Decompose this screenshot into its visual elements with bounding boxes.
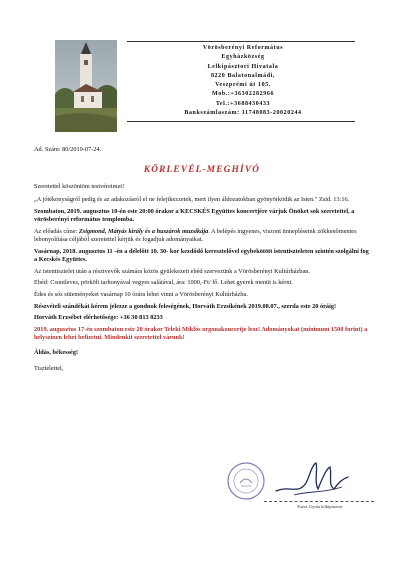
letterhead-line: Bankszámlaszám: 11748083-20020244 [184, 110, 302, 117]
letterhead-line: 8220 Balatonalmádi, [210, 72, 276, 79]
letter-title: KÖRLEVÉL-MEGHÍVÓ [143, 165, 261, 176]
church-photo [55, 40, 117, 132]
letter-body [34, 146, 370, 376]
lunch-menu: Ebéd: Csontleves, pörkölt tarhonyával vegyes salátával, ára: 1000,-Ft/ fő. Lehet gyerek menüt is kérni. [34, 279, 293, 287]
signature-scribble [272, 455, 352, 501]
organ-concert-note: 2019. augusztus 17-én szombaton este 20 órakor Teleki Miklós orgonakoncertje lesz! Adományokat (minimum 1500 forint) a helyszínen lehet befizetni. Mindenkit szeretettel várunk! [34, 326, 368, 342]
reference-number: Ad. Szám: 80/2019-07-24. [34, 146, 102, 153]
signer-name: Fazot Gyula lelkipásztor [297, 504, 343, 509]
letterhead-rule-bottom [127, 121, 355, 122]
signature-line [264, 501, 374, 502]
blessing: Áldás, békesség! [34, 349, 79, 357]
letterhead-line: Tel.:+3688430433 [215, 100, 271, 107]
letterhead-line: Veszprémi út 105. [215, 82, 271, 89]
program-title: Zsigmond, Mátyás király és a huszárok muzsikája [78, 227, 209, 235]
bible-quote: „A jótékonyságról pedig és az adakozásról el ne felejtkezzetek, mert ilyen áldozatokban gyönyörködik az Isten." Zsid. 13:16. [34, 195, 350, 203]
cake-note: Édes és sós süteményeket vasárnap 10 órára lehet vinni a Vörösberényi Kultúrházba. [34, 290, 248, 298]
church-stamp [226, 461, 266, 501]
letterhead-line: Vörösberényi Református [202, 45, 284, 51]
letterhead-address [133, 44, 353, 118]
letterhead-line: Egyházközség [221, 54, 265, 61]
program-intro: Az előadás címe: [34, 227, 79, 235]
program-rest: . A belépés ingyenes, viszont ünnepléseink zökkenőmentes lebonyolítása céljából szeretettel kérjük és fogadjuk adományaikat. [34, 227, 357, 243]
concert-announcement: Szombaton, 2019. augusztus 10-én este 20:00 órakor a KECSKÉS Együttes koncertjére várjuk Önöket sok szeretettel, a vörösberényi református templomba. [34, 207, 355, 224]
letterhead-line: Lelkipásztori Hivatala [207, 63, 279, 70]
rsvp-note: Részvételi szándékát kérem jelezze a gondnok feleségének, Horváth Erzsikének 2019.08.07., szerda este 20 óráig! [34, 302, 337, 310]
greeting: Szeretettel köszöntöm testvéreimet! [34, 183, 125, 191]
sunday-service: Vasárnap, 2018. augusztus 11 -én a délelőtt 10. 30- kor kezdődő keresztelővel egybekötött istentiszteleten szintén szolgálni fog a Kecskés Együttes. [34, 247, 369, 263]
gathering-note: Az istentisztelet után a résztvevők számára közös gyülekezeti ebéd szervezünk a Vörösberényi Kultúrházban. [34, 267, 310, 275]
letterhead-line: Mob.:+36302282966 [211, 91, 275, 98]
letterhead-rule-top [127, 41, 355, 42]
closing-regards: Tisztelettel, [34, 364, 64, 372]
signature-block [226, 455, 376, 515]
contact-phone: Horváth Erzsébet elérhetősége: +36 30 813 8233 [34, 314, 163, 322]
letterhead [55, 40, 355, 140]
program-paragraph [34, 228, 370, 244]
